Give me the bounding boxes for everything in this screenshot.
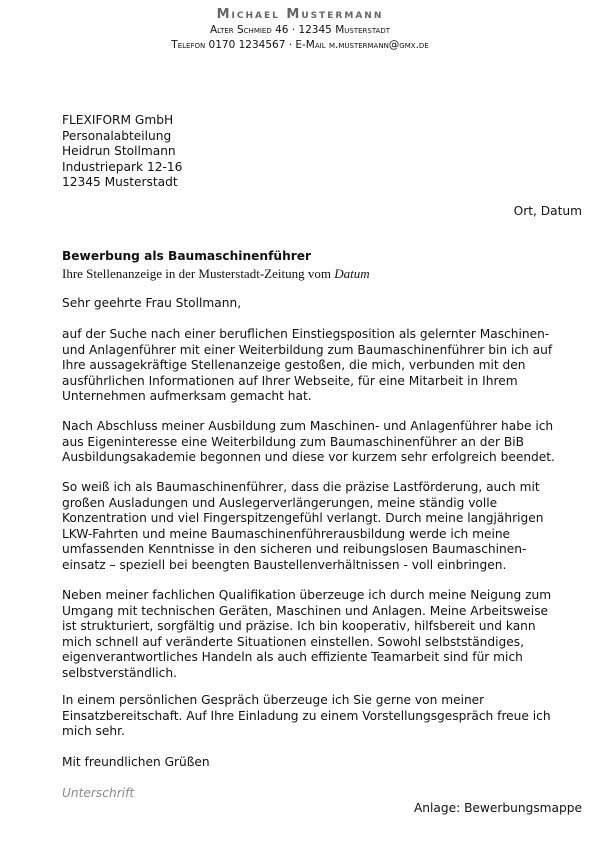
paragraph-line: Einsatzbereitschaft. Auf Ihre Einladung zu einem Vorstellungsgespräch freue ich — [62, 708, 551, 723]
paragraph-line: Konzentration und viel Fingerspitzengefühl verlangt. Durch meine langjährigen — [62, 511, 544, 526]
paragraph-line: umfassenden Kenntnisse in den sicheren und reibungslosen Baumaschinen- — [62, 542, 527, 557]
body-paragraph-5 — [62, 693, 582, 740]
recipient-line: Heidrun Stollmann — [62, 144, 176, 159]
recipient-line: Industriepark 12-16 — [62, 159, 183, 174]
enclosure-note: Anlage: Bewerbungsmappe — [413, 801, 582, 815]
subject-reference-prefix: Ihre Stellenanzeige in der Musterstadt-Zeitung vom — [62, 266, 335, 281]
paragraph-line: auf der Suche nach einer beruflichen Einstiegsposition als gelernter Maschinen- — [62, 327, 550, 341]
subject-reference — [62, 266, 582, 282]
body-paragraph-3 — [62, 480, 582, 574]
paragraph-line: Umgang mit technischen Geräten, Maschinen und Anlagen. Meine Arbeitsweise — [62, 603, 549, 618]
subject-reference-date: Datum — [334, 266, 370, 281]
paragraph-line: und Anlagenführer mit einer Weiterbildung zum Baumaschinenführer bin ich auf — [62, 342, 553, 357]
body-paragraph-4 — [62, 588, 582, 682]
recipient-line: 12345 Musterstadt — [62, 175, 178, 190]
paragraph-line: In einem persönlichen Gespräch überzeuge ich Sie gerne von meiner — [62, 693, 485, 707]
signature-placeholder: Unterschrift — [62, 786, 135, 800]
sender-name: Michael Mustermann — [216, 7, 384, 22]
subject-title: Bewerbung als Baumaschinenführer — [62, 249, 312, 263]
paragraph-line: Unternehmen aufmerksam gemacht hat. — [62, 389, 312, 404]
sender-contact: Telefon 0170 1234567 · E-Mail m.mustermann@gmx.de — [171, 39, 429, 51]
salutation: Sehr geehrte Frau Stollmann, — [62, 296, 242, 310]
recipient-line: FLEXIFORM GmbH — [62, 113, 174, 127]
paragraph-line: Neben meiner fachlichen Qualifikation überzeuge ich durch meine Neigung zum — [62, 588, 552, 602]
paragraph-line: LKW-Fahrten und meine Baumaschinenführerausbildung werde ich meine — [62, 526, 511, 541]
sender-address: Alter Schmied 46 · 12345 Musterstadt — [209, 24, 391, 36]
paragraph-line: So weiß ich als Baumaschinenführer, dass die präzise Lastförderung, auch mit — [62, 480, 540, 494]
body-paragraph-2 — [62, 419, 582, 466]
recipient-address — [62, 113, 582, 191]
paragraph-line: mich schnell auf veränderte Situationen einstellen. Sowohl selbstständiges, — [62, 634, 524, 649]
paragraph-line: einsatz – speziell bei beengten Baustellenverhältnissen - voll einbringen. — [62, 557, 507, 572]
paragraph-line: ausführlichen Informationen auf Ihrer Webseite, für eine Mitarbeit in Ihrem — [62, 373, 518, 388]
paragraph-line: eigenverantwortliches Handeln als auch effiziente Teamarbeit sind für mich — [62, 650, 523, 665]
place-date: Ort, Datum — [513, 204, 582, 218]
paragraph-line: Nach Abschluss meiner Ausbildung zum Maschinen- und Anlagenführer habe ich — [62, 419, 554, 433]
paragraph-line: ist strukturiert, sorgfältig und präzise. Ich bin kooperativ, hilfsbereit und kann — [62, 619, 536, 634]
paragraph-line: Ihre aussagekräftige Stellenanzeige gestoßen, die mich, verbunden mit den — [62, 358, 526, 373]
paragraph-line: großen Ausladungen und Auslegerverlängerungen, meine ständig volle — [62, 495, 498, 510]
paragraph-line: mich sehr. — [62, 724, 125, 739]
paragraph-line: aus Eigeninteresse eine Weiterbildung zum Baumaschinenführer an der BiB — [62, 434, 524, 449]
body-paragraph-1 — [62, 327, 582, 405]
paragraph-line: selbstverständlich. — [62, 665, 177, 680]
closing: Mit freundlichen Grüßen — [62, 755, 210, 769]
recipient-line: Personalabteilung — [62, 128, 172, 143]
paragraph-line: Ausbildungsakademie begonnen und diese vor kurzem sehr erfolgreich beendet. — [62, 450, 555, 465]
